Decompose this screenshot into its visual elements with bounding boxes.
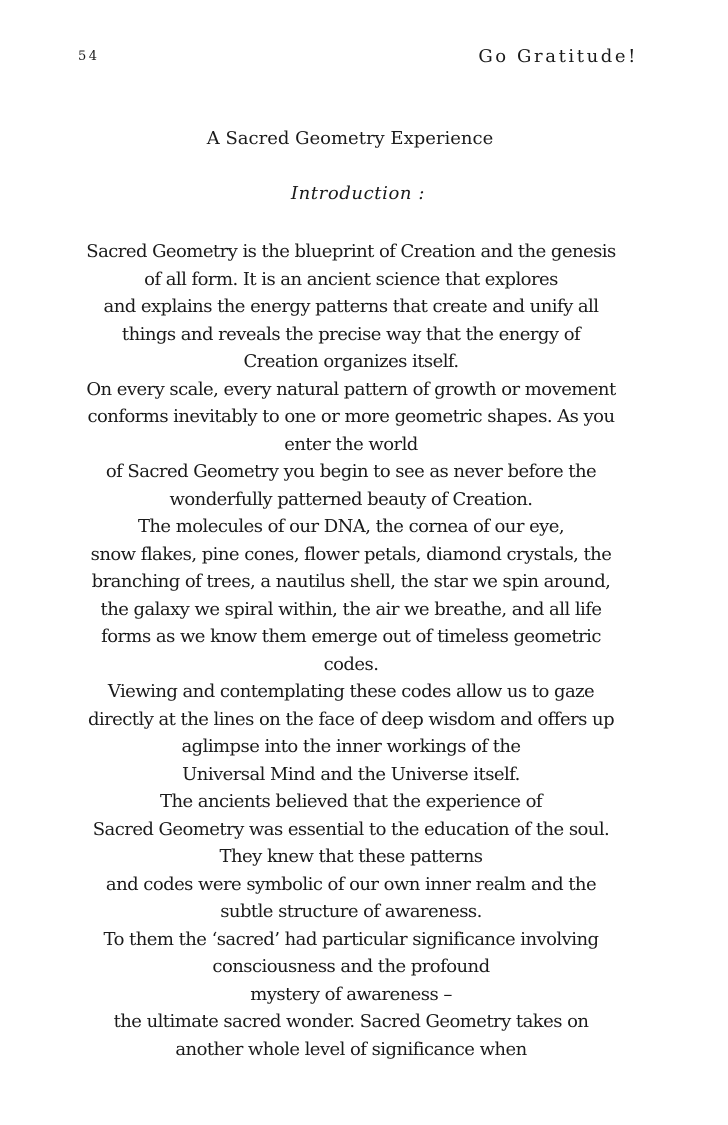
running-title: Go Gratitude! bbox=[478, 46, 638, 67]
page-header bbox=[78, 46, 638, 72]
text-line: On every scale, every natural pattern of growth or movement bbox=[86, 378, 616, 400]
text-line: of Sacred Geometry you begin to see as never before the bbox=[105, 461, 597, 482]
text-line: Viewing and contemplating these codes allow us to gaze bbox=[107, 681, 595, 702]
text-line: wonderfully patterned beauty of Creation. bbox=[169, 488, 533, 510]
text-line: Sacred Geometry was essential to the education of the soul. bbox=[92, 818, 610, 840]
section-subheading: Introduction : bbox=[290, 183, 426, 204]
text-line: of all form. It is an ancient science that explores bbox=[144, 268, 558, 290]
text-line: conforms inevitably to one or more geometric shapes. As you bbox=[87, 406, 615, 427]
text-line: forms as we know them emerge out of timeless geometric bbox=[101, 626, 601, 647]
text-line: To them the ‘sacred’ had particular significance involving bbox=[103, 928, 599, 950]
text-line: consciousness and the profound bbox=[212, 956, 490, 977]
text-line: The ancients believed that the experience of bbox=[159, 791, 543, 812]
text-line: Sacred Geometry is the blueprint of Creation and the genesis bbox=[86, 241, 616, 262]
text-line: and codes were symbolic of our own inner realm and the bbox=[105, 873, 597, 895]
text-line: the ultimate sacred wonder. Sacred Geometry takes on bbox=[113, 1011, 589, 1032]
text-line: directly at the lines on the face of deep wisdom and offers up bbox=[87, 708, 615, 730]
text-line: Universal Mind and the Universe itself. bbox=[182, 763, 520, 785]
text-line: The molecules of our DNA, the cornea of our eye, bbox=[137, 516, 565, 537]
text-line: another whole level of significance when bbox=[175, 1038, 527, 1060]
text-line: mystery of awareness – bbox=[250, 983, 452, 1005]
text-line: Creation organizes itself. bbox=[243, 351, 459, 372]
body-text bbox=[70, 238, 632, 1063]
section-heading: A Sacred Geometry Experience bbox=[206, 128, 494, 149]
text-line: the galaxy we spiral within, the air we breathe, and all life bbox=[100, 598, 602, 620]
text-line: codes. bbox=[323, 653, 379, 675]
text-line: enter the world bbox=[284, 433, 418, 455]
text-line: They knew that these patterns bbox=[219, 846, 483, 867]
text-line: aglimpse into the inner workings of the bbox=[181, 736, 521, 757]
text-line: branching of trees, a nautilus shell, the star we spin around, bbox=[91, 571, 611, 592]
text-line: things and reveals the precise way that the energy of bbox=[121, 323, 581, 345]
text-line: snow flakes, pine cones, flower petals, diamond crystals, the bbox=[90, 543, 612, 565]
text-line: subtle structure of awareness. bbox=[220, 901, 482, 922]
page-number: 54 bbox=[78, 49, 100, 64]
text-line: and explains the energy patterns that create and unify all bbox=[103, 296, 599, 317]
